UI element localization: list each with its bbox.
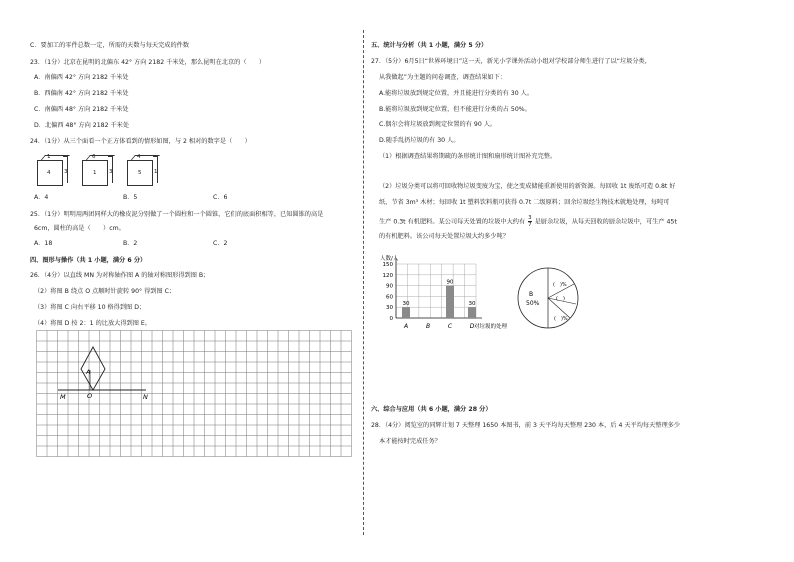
pie-blank-3: ( )% [554,316,568,322]
q26-step4: （4）将图 D 按 2：1 的比放大得到图 E。 [34,320,151,327]
q26-step3: （3）将图 C 向右平移 10 格得到图 D； [34,304,146,311]
label-n: N [143,393,148,401]
bar-chart [368,252,508,334]
cube1-side-number: 3 [64,169,68,175]
cube2-front-number: 1 [93,170,97,176]
q26-grid-figure [36,330,352,462]
q26-stem: 26．（4分）以直线 MN 为对称轴作图 A 的轴对称图形得到图 B； [30,272,210,279]
q25-option-b: B．2 [123,240,138,247]
q27-item-b: B.能将垃圾放到规定位置，但不能进行分类的占 50%。 [379,106,531,113]
fraction-denominator: 7 [528,222,532,228]
bar-D [468,307,476,318]
q27-part2-line3-post: 是厨余垃圾，从每天回收的厨余垃圾中，可生产 45t [534,218,677,226]
section-4-heading: 四、图形与操作（共 1 小题，满分 6 分） [30,257,147,264]
q26-step2: （2）将图 B 绕点 O 点顺时针旋转 90° 得到图 C； [34,288,176,295]
cube3-front-number: 5 [138,170,142,176]
q27-part2-line1: （2）垃圾分类可以将可回收物垃圾变废为宝，使之变成储能重新使用的新资源。每回收 1t 废纸可造 0.8t 好 [379,183,676,190]
column-divider [363,30,364,535]
q25-option-a: A．18 [34,240,53,247]
q24-option-b: B．5 [123,194,138,201]
pie-slice-b-label: B [529,291,534,298]
q23-option-b: B．西偏南 42° 方向 2182 千米处 [34,90,129,97]
bar-data-label: 30 [468,301,476,308]
q24-stem: 24．（1分）从三个面看一个正方体看到的情形如图，与 2 相对的数字是（ ） [30,138,251,145]
q27-part2-line3 [379,215,677,228]
cube1-front-number: 4 [47,170,51,176]
q27-part2-line2: 纸，节省 3m³ 木材；每回收 1t 塑料饮料瓶可获得 0.7t 二级原料；回余垃圾经生物技术就地处理，每吨可 [379,199,670,206]
q24-option-c: C．6 [213,194,228,201]
pie-blank-2: ( ) [556,296,565,302]
cube-view-3 [127,154,158,186]
option-c-line: C．要加工的零件总数一定，所需的天数与每天完成的件数 [30,42,190,49]
q27-item-d: D.随手乱扔垃圾的有 30 人。 [379,137,460,144]
cube2-top-number: 6 [92,154,96,160]
q27-line1: 27．（5分）6月5日“世界环境日”这一天，新光小学课外活动小组对学校部分师生进行了以“垃圾分类， [371,58,651,65]
fraction [528,215,532,228]
figure-a-rhombus [81,347,105,390]
cube3-side-number: 1 [154,169,158,175]
q27-line2: 从我做起”为主题的问卷调查，调查结果如下： [379,74,506,81]
cube3-top-number: 4 [137,154,141,160]
label-o: O [87,392,93,400]
bar-data-label: 30 [402,301,410,308]
fraction-numerator: 3 [528,215,532,221]
q25-stem-line2: 6cm，圆柱的高是（ ）cm。 [34,225,125,232]
bar-A [402,307,410,318]
section-5-heading: 五、统计与分析（共 1 小题，满分 5 分） [371,42,488,49]
pie-blank-1: ( )% [553,282,567,288]
q27-item-c: C.偶尔会将垃圾放到规定位置的有 90 人。 [379,121,497,128]
bar-category-label: B [425,323,431,330]
q27-part2-line3-pre: 生产 0.3t 有机肥料。某公司每天处置的垃圾中大约有 [379,218,526,226]
pie-chart [508,258,588,340]
bar-data-label: 90 [446,279,454,286]
bar-ytick-label: 30 [386,305,393,312]
q27-part1: （1）根据调查结果将期疏的条形统计图和扇形统计图补充完整。 [379,153,557,160]
label-a: A [86,368,91,376]
q23-option-d: D．北偏西 48° 方向 2182 千米处 [34,122,130,129]
bar-category-label: D [469,323,475,330]
bar-ytick-label: 0 [389,316,393,322]
section-6-heading: 六、综合与应用（共 6 小题，满分 28 分） [371,406,492,413]
label-m: M [60,393,66,401]
bar-category-label: C [447,323,453,330]
cube1-top-number: 1 [47,154,51,160]
pie-slice-b-value: 50% [526,300,540,307]
q27-item-a: A.能将垃圾放到规定位置，并且能进行分类的有 30 人。 [379,90,534,97]
bar-ytick-label: 150 [382,262,393,268]
q23-stem: 23．（1分）北京在昆明的北偏东 42° 方向 2182 千米处，那么昆明在北京的（ ） [30,59,266,66]
q23-option-c: C．南偏西 48° 方向 2182 千米处 [34,106,129,113]
bar-chart-xlabel: 对垃圾的处理 [474,324,508,330]
bar-chart-ylabel: 人数/人 [380,256,399,262]
q24-option-a: A．4 [34,194,49,201]
bar-ytick-label: 90 [386,283,393,290]
bar-ytick-label: 60 [386,294,393,301]
q23-option-a: A．南偏西 42° 方向 2182 千米处 [34,74,129,81]
q25-stem-line1: 25．（1分）明明用两团同样大的橡皮泥分别做了一个圆柱和一个圆锥，它们的底面积相等，已知圆锥的高是 [30,211,324,218]
q25-option-c: C．2 [213,240,228,247]
q28-line2: 本才能按时完成任务？ [379,438,441,445]
cube2-side-number: 3 [109,169,113,175]
q28-line1: 28．（4分）阅览室的同辉计划 7 天整理 1650 本图书，前 3 天平均每天整理 230 本，后 4 天平均每天整理多少 [371,422,681,429]
cube-view-2 [82,154,113,186]
bar-category-label: A [403,323,409,330]
bar-ytick-label: 120 [382,272,393,279]
bar-C [446,286,454,318]
q27-part2-line4: 的有机肥料。该公司每天处置垃圾大约多少吨？ [379,233,509,240]
cube-view-1 [37,154,68,186]
